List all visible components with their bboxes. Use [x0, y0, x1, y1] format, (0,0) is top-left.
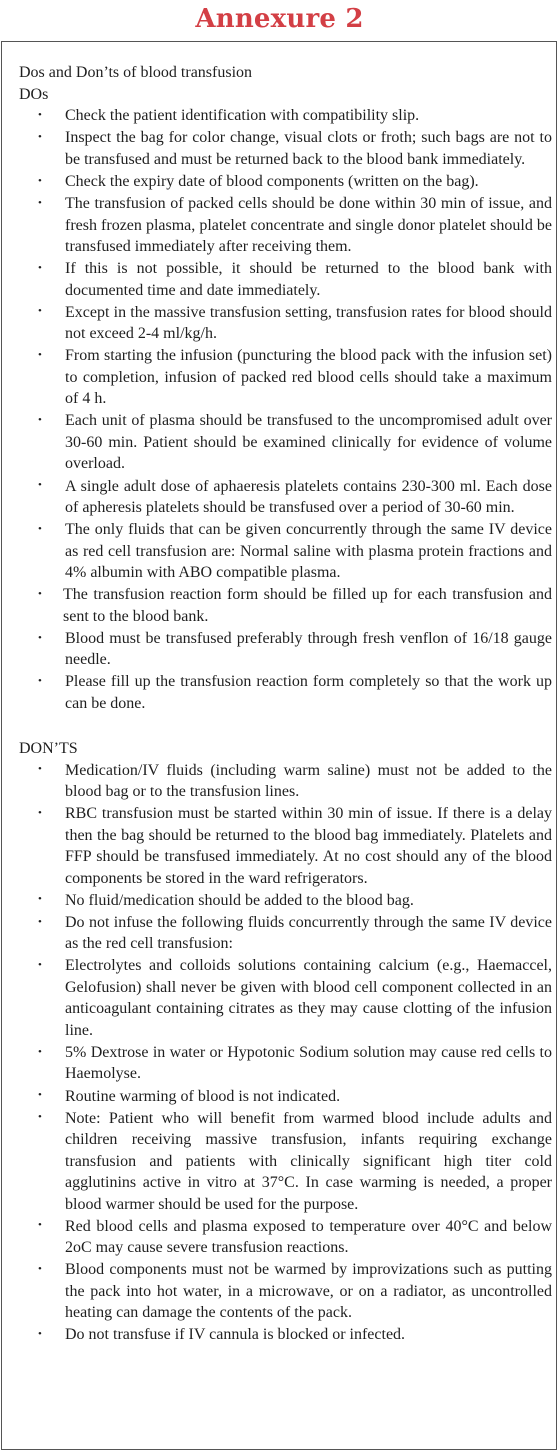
bullet-icon: • — [38, 631, 42, 644]
list-item-text: Do not infuse the following fluids concurrently through the same IV device as the red cell transfusion: — [65, 913, 552, 953]
list-item-text: No fluid/medication should be added to the blood bag. — [65, 891, 414, 909]
bullet-icon: • — [38, 305, 42, 318]
list-item — [19, 410, 552, 475]
list-item-text: 5% Dextrose in water or Hypotonic Sodium solution may cause red cells to Haemolyse. — [65, 1043, 552, 1083]
list-item — [19, 955, 552, 1042]
list-item — [19, 1042, 552, 1086]
bullet-icon: • — [38, 109, 42, 121]
list-item-text: Except in the massive transfusion setting, transfusion rates for blood should not exceed 2-4 ml/kg/h. — [65, 303, 552, 343]
list-item-text: The transfusion reaction form should be filled up for each transfusion and sent to the blood bank. — [63, 586, 552, 625]
bullet-icon: • — [38, 1089, 42, 1102]
annexure-title: Annexure 2 — [195, 4, 364, 34]
list-item-text: Each unit of plasma should be transfused to the uncompromised adult over 30-60 min. Patient should be examined clinically for evidence of volume overload. — [65, 412, 552, 473]
list-item — [19, 889, 552, 911]
list-item-text: RBC transfusion must be started within 30 min of issue. If there is a delay then the bag should be returned to the blood bag immediately. Platelets and FFP should be transfused immediately. At no cost should any of the blood components be stored in the ward refrigerators. — [65, 805, 552, 887]
bullet-icon: • — [38, 675, 42, 688]
list-item — [19, 912, 552, 956]
bullet-icon: • — [38, 522, 42, 535]
bullet-icon: • — [38, 1263, 42, 1276]
bullet-icon: • — [38, 131, 42, 144]
list-item — [19, 1215, 552, 1259]
list-item-text: Routine warming of blood is not indicated. — [65, 1087, 341, 1105]
list-item-text: Check the expiry date of blood components (written on the bag). — [65, 172, 479, 190]
dos-heading: DOs — [19, 85, 49, 103]
list-item-text: Electrolytes and colloids solutions containing calcium (e.g., Haemaccel, Gelofusion) shall never be given with blood cell component collected in an anticoagulant containing citrates as they may cause clotting of the infusion line. — [65, 957, 552, 1039]
list-item-text: Inspect the bag for color change, visual clots or froth; such bags are not to be transfused and must be returned back to the blood bank immediately. — [65, 129, 552, 168]
list-item-text: Blood must be transfused preferably through fresh venflon of 16/18 gauge needle. — [65, 629, 552, 669]
list-item-text: Please fill up the transfusion reaction form completely so that the work up can be done. — [65, 673, 552, 712]
list-item-text: The transfusion of packed cells should be done within 30 min of issue, and fresh frozen plasma, platelet concentrate and single donor platelet should be transfused immediately after receiving them. — [65, 195, 552, 256]
list-item-text: If this is not possible, it should be returned to the blood bank with documented time and date immediately. — [65, 260, 552, 299]
list-item — [19, 127, 552, 171]
bullet-icon: • — [38, 196, 42, 209]
list-item — [19, 1259, 552, 1324]
bullet-icon: • — [38, 587, 42, 600]
bullet-icon: • — [38, 414, 42, 427]
bullet-icon: • — [38, 174, 42, 187]
list-item — [19, 584, 552, 628]
dos-list — [19, 105, 552, 715]
bullet-icon: • — [38, 1111, 42, 1124]
list-item-text: Red blood cells and plasma exposed to temperature over 40°C and below 2oC may cause severe transfusion reactions. — [65, 1217, 552, 1257]
bullet-icon: • — [38, 763, 42, 776]
list-item-text: Medication/IV fluids (including warm saline) must not be added to the blood bag or to the transfusion lines. — [65, 761, 552, 801]
donts-list — [19, 759, 552, 1346]
list-item — [19, 1324, 552, 1346]
list-item — [19, 105, 552, 127]
bullet-icon: • — [38, 806, 42, 819]
list-item — [19, 171, 552, 193]
list-item — [19, 671, 552, 715]
list-item-text: From starting the infusion (puncturing the blood pack with the infusion set) to completion, infusion of packed red blood cells should take a maximum of 4 h. — [65, 347, 552, 408]
list-item — [19, 628, 552, 672]
bullet-icon: • — [38, 1219, 42, 1232]
list-item — [19, 258, 552, 302]
bullet-icon: • — [38, 1045, 42, 1058]
donts-heading: DON’TS — [19, 739, 78, 757]
list-item-text: Check the patient identification with compatibility slip. — [65, 107, 420, 125]
list-item — [19, 759, 552, 803]
list-item — [19, 519, 552, 584]
list-item-text: Do not transfuse if IV cannula is blocked or infected. — [65, 1326, 406, 1344]
document-body — [19, 62, 552, 1346]
bullet-icon: • — [38, 1328, 42, 1341]
list-item — [19, 301, 552, 345]
list-item — [19, 345, 552, 410]
list-item-text: Blood components must not be warmed by improvizations such as putting the pack into hot water, in a microwave, or on a radiator, as uncontrolled heating can damage the contents of the pack. — [65, 1261, 552, 1322]
section-spacer — [19, 715, 552, 738]
section-title: Dos and Don’ts of blood transfusion — [19, 64, 253, 81]
bullet-icon: • — [38, 261, 42, 274]
list-item — [19, 1107, 552, 1215]
list-item — [19, 1085, 552, 1107]
list-item-text: Note: Patient who will benefit from warmed blood include adults and children receiving massive transfusion, infants requiring exchange transfusion and patients with clinically significant high titer cold agglutinins active in vitro at 37°C. In case warming is needed, a proper blood warmer should be used for the purpose. — [65, 1109, 552, 1213]
list-item-text: A single adult dose of aphaeresis platelets contains 230-300 ml. Each dose of apheresis platelets should be transfused over a period of 30-60 min. — [65, 477, 552, 517]
list-item — [19, 193, 552, 258]
bullet-icon: • — [38, 479, 42, 492]
bullet-icon: • — [38, 915, 42, 928]
bullet-icon: • — [38, 959, 42, 972]
list-item-text: The only fluids that can be given concurrently through the same IV device as red cell transfusion are: Normal saline with plasma protein fractions and 4% albumin with ABO compatible plasma. — [65, 521, 552, 582]
bullet-icon: • — [38, 893, 42, 906]
list-item — [19, 475, 552, 519]
bullet-icon: • — [38, 349, 42, 362]
list-item — [19, 803, 552, 890]
